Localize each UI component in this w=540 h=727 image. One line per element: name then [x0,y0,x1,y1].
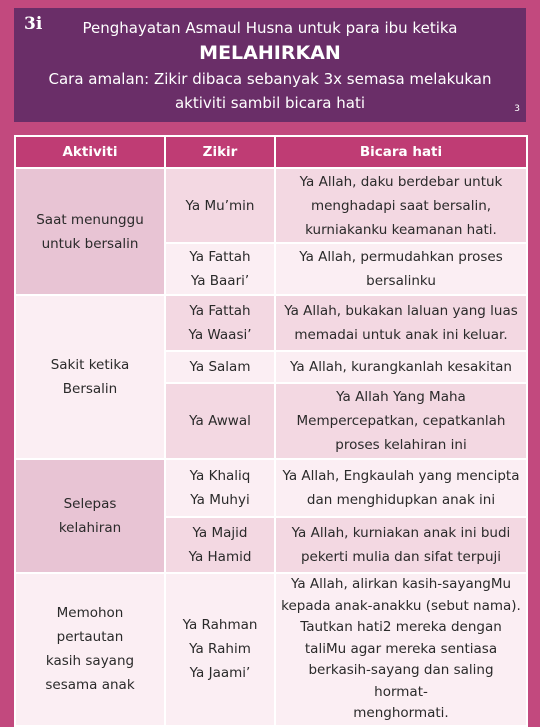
zikir-cell [165,517,275,573]
activity-text: Memohon [56,605,124,622]
zikir-cell [165,383,275,459]
activity-text: sesama anak [45,677,135,694]
page-number: 3 [514,104,520,114]
zikir-text: Ya Hamid [188,549,252,565]
zikir-text: Ya Awwal [189,413,251,429]
bicara-text: Ya Allah, Engkaulah yang mencipta [282,468,520,484]
table-row [15,573,527,726]
title-banner [14,8,526,122]
bicara-text: Mempercepatkan, cepatkanlah [296,413,506,429]
activity-text: Selepas [63,496,117,512]
bicara-text: menghadapi saat bersalin, [310,197,492,214]
bicara-text: bersalinku [366,273,436,289]
zikir-cell [165,459,275,517]
bicara-text: Ya Allah, permudahkan proses [299,249,503,265]
bicara-cell [275,243,527,295]
zikir-text: Ya Rahim [189,641,251,658]
zikir-text: Ya Fattah [189,249,251,265]
bicara-cell [275,383,527,459]
column-header-aktiviti: Aktiviti [15,136,165,168]
logo-3i: 3i [24,14,43,34]
activity-text: kasih sayang [45,653,135,670]
bicara-text: kepada anak-anakku (sebut nama). [281,597,521,614]
bicara-cell [275,459,527,517]
zikir-text: Ya Khaliq [189,468,251,484]
bicara-text: pekerti mulia dan sifat terpuji [300,549,502,565]
zikir-cell [165,243,275,295]
zikir-cell [165,295,275,351]
zikir-cell [165,168,275,243]
activity-text: Bersalin [62,381,118,397]
zikir-text: Ya Waasi’ [188,327,252,343]
activity-cell [15,573,165,726]
bicara-text: memadai untuk anak ini keluar. [294,327,508,343]
zikir-text: Ya Rahman [182,617,258,634]
bicara-text: berkasih-sayang dan saling hormat- [308,662,494,700]
activity-text: Saat menunggu [36,211,144,228]
bicara-text: proses kelahiran ini [335,437,467,453]
zikir-text: Ya Mu’min [185,197,255,214]
bicara-text: Ya Allah, alirkan kasih-sayangMu [290,576,512,592]
instruction-line-2: aktiviti sambil bicara hati [174,94,366,112]
bicara-text: dan menghidupkan anak ini [306,492,496,508]
bicara-text: Ya Allah, daku berdebar untuk [299,173,503,190]
activity-text: pertautan [56,629,124,646]
zikir-text: Ya Baari’ [190,273,250,289]
activity-text: kelahiran [58,520,122,536]
bicara-text: menghormati. [353,705,449,721]
bicara-cell [275,168,527,243]
table-row [15,295,527,351]
activity-text: untuk bersalin [41,235,139,252]
bicara-cell [275,517,527,573]
activity-text: Sakit ketika [50,357,130,373]
activity-cell [15,459,165,573]
zikir-cell [165,573,275,726]
zikir-text: Ya Muhyi [190,492,250,508]
bicara-text: Ya Allah Yang Maha [336,389,466,405]
zikir-cell [165,351,275,383]
table-row [15,168,527,243]
bicara-text: Ya Allah, kurangkanlah kesakitan [290,359,512,375]
activity-cell [15,295,165,459]
zikir-text: Ya Majid [192,525,248,541]
bicara-cell [275,573,527,726]
title-line-1: Penghayatan Asmaul Husna untuk para ibu ketika [82,19,458,37]
bicara-text: kurniakanku keamanan hati. [305,221,497,238]
instruction-line-1: Cara amalan: Zikir dibaca sebanyak 3x semasa melakukan [48,70,492,88]
table-header-row [15,136,527,168]
bicara-text: Ya Allah, kurniakan anak ini budi [291,525,511,541]
bicara-cell [275,295,527,351]
column-header-zikir: Zikir [165,136,275,168]
bicara-cell [275,351,527,383]
column-header-bicara-hati: Bicara hati [275,136,527,168]
zikir-text: Ya Salam [189,359,251,375]
asmaul-husna-table [14,135,528,727]
zikir-text: Ya Fattah [189,303,251,319]
bicara-text: taliMu agar mereka sentiasa [304,640,498,657]
table-row [15,459,527,517]
zikir-text: Ya Jaami’ [189,665,251,682]
title-line-2: MELAHIRKAN [199,42,341,64]
bicara-text: Tautkan hati2 mereka dengan [300,619,502,635]
activity-cell [15,168,165,295]
bicara-text: Ya Allah, bukakan laluan yang luas [284,303,518,319]
